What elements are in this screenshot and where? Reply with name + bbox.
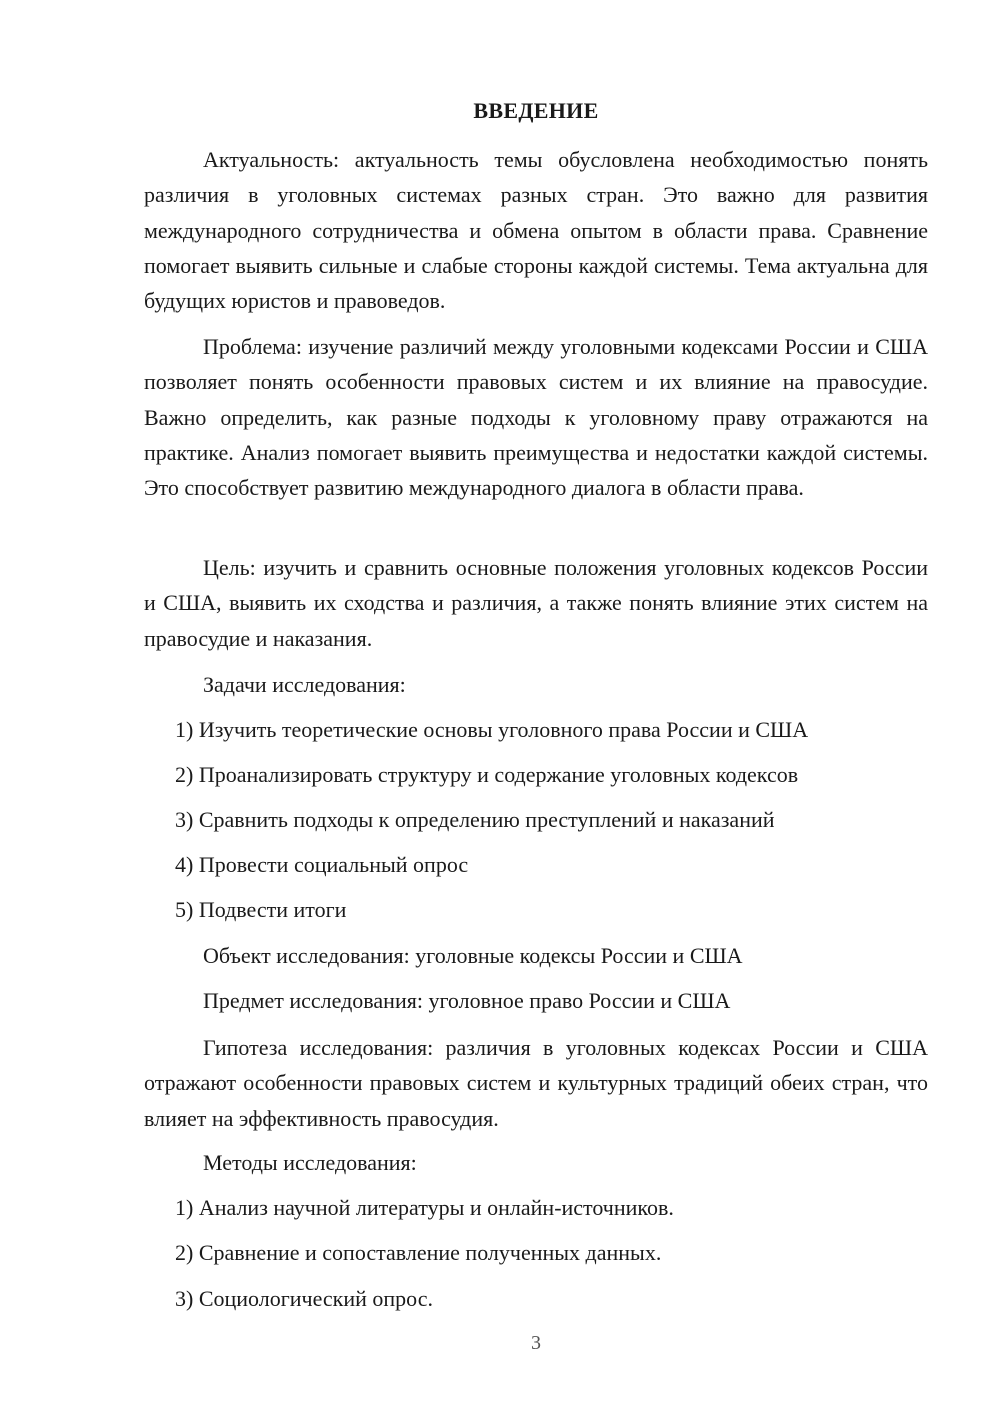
subject-line: Предмет исследования: уголовное право России и США xyxy=(203,988,731,1013)
method-item-2: 2) Сравнение и сопоставление полученных данных. xyxy=(175,1240,662,1265)
document-page xyxy=(144,0,928,1414)
page-title: ВВЕДЕНИЕ xyxy=(473,98,599,123)
task-item-1: 1) Изучить теоретические основы уголовного права России и США xyxy=(175,717,809,742)
task-item-5: 5) Подвести итоги xyxy=(175,897,347,922)
problem-paragraph: Проблема: изучение различий между уголовными кодексами России и США позволяет понять особенности правовых систем и их влияние на правосудие. Важно определить, как разные подходы к уголовному праву отражаются на практике. Анализ помогает выявить преимущества и недостатки каждой системы. Это способствует развитию международного диалога в области права. xyxy=(144,334,928,501)
task-item-3: 3) Сравнить подходы к определению преступлений и наказаний xyxy=(175,807,775,832)
method-item-3: 3) Социологический опрос. xyxy=(175,1286,433,1311)
relevance-paragraph: Актуальность: актуальность темы обусловлена необходимостью понять различия в уголовных системах разных стран. Это важно для развития международного сотрудничества и обмена опытом в области права. Сравнение помогает выявить сильные и слабые стороны каждой системы. Тема актуальна для будущих юристов и правоведов. xyxy=(144,147,928,314)
task-item-4: 4) Провести социальный опрос xyxy=(175,852,469,877)
tasks-label: Задачи исследования: xyxy=(203,672,406,697)
method-item-1: 1) Анализ научной литературы и онлайн-источников. xyxy=(175,1195,674,1220)
page-number: 3 xyxy=(531,1332,541,1354)
methods-label: Методы исследования: xyxy=(203,1150,417,1175)
object-line: Объект исследования: уголовные кодексы России и США xyxy=(203,943,743,968)
goal-paragraph: Цель: изучить и сравнить основные положения уголовных кодексов России и США, выявить их сходства и различия, а также понять влияние этих систем на правосудие и наказания. xyxy=(144,555,928,651)
task-item-2: 2) Проанализировать структуру и содержание уголовных кодексов xyxy=(175,762,799,787)
hypothesis-paragraph: Гипотеза исследования: различия в уголовных кодексах России и США отражают особенности правовых систем и культурных традиций обеих стран, что влияет на эффективность правосудия. xyxy=(144,1035,928,1131)
